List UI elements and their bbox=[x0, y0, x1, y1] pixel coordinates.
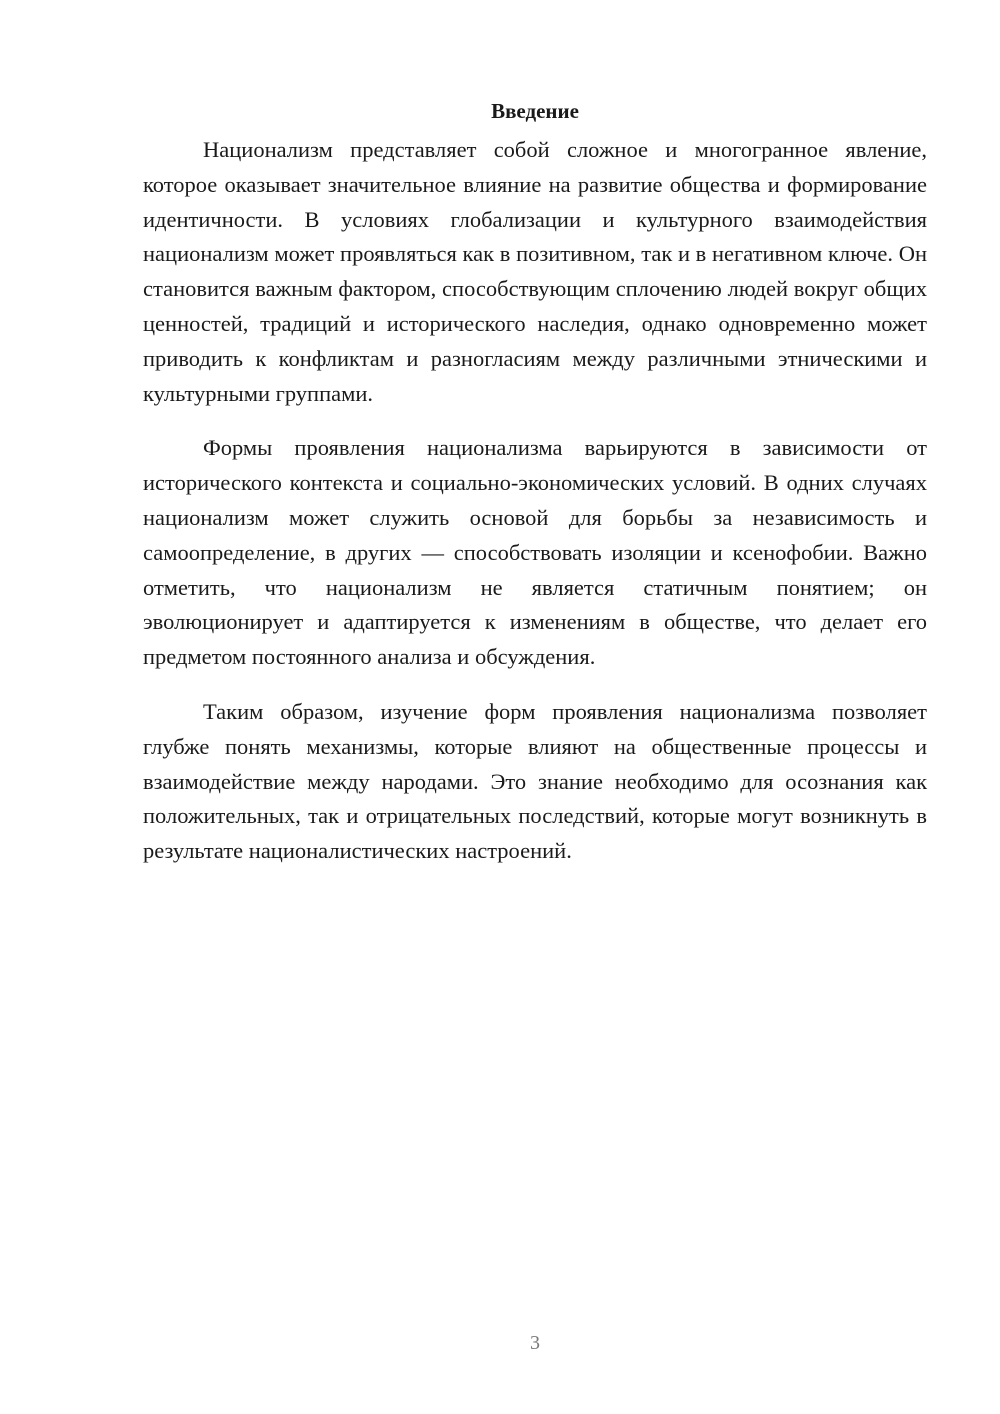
section-heading: Введение bbox=[491, 99, 579, 123]
paragraph: Национализм представляет собой сложное и многогранное явление, которое оказывает значительное влияние на развитие общества и формирование идентичности. В условиях глобализации и культурного взаимодействия национализм может проявляться как в позитивном, так и в негативном ключе. Он становится важным фактором, способствующим сплочению людей вокруг общих ценностей, традиций и исторического наследия, однако одновременно может приводить к конфликтам и разногласиям между различными этническими и культурными группами. bbox=[143, 137, 927, 406]
page-number: 3 bbox=[530, 1332, 540, 1354]
page-content bbox=[143, 96, 927, 889]
paragraph: Таким образом, изучение форм проявления национализма позволяет глубже понять механизмы, которые влияют на общественные процессы и взаимодействие между народами. Это знание необходимо для осознания как положительных, так и отрицательных последствий, которые могут возникнуть в результате националистических настроений. bbox=[143, 698, 927, 864]
paragraph: Формы проявления национализма варьируются в зависимости от исторического контекста и социально-экономических условий. В одних случаях национализм может служить основой для борьбы за независимость и самоопределение, в других — способствовать изоляции и ксенофобии. Важно отметить, что национализм не является статичным понятием; он эволюционирует и адаптируется к изменениям в обществе, что делает его предметом постоянного анализа и обсуждения. bbox=[143, 435, 927, 670]
